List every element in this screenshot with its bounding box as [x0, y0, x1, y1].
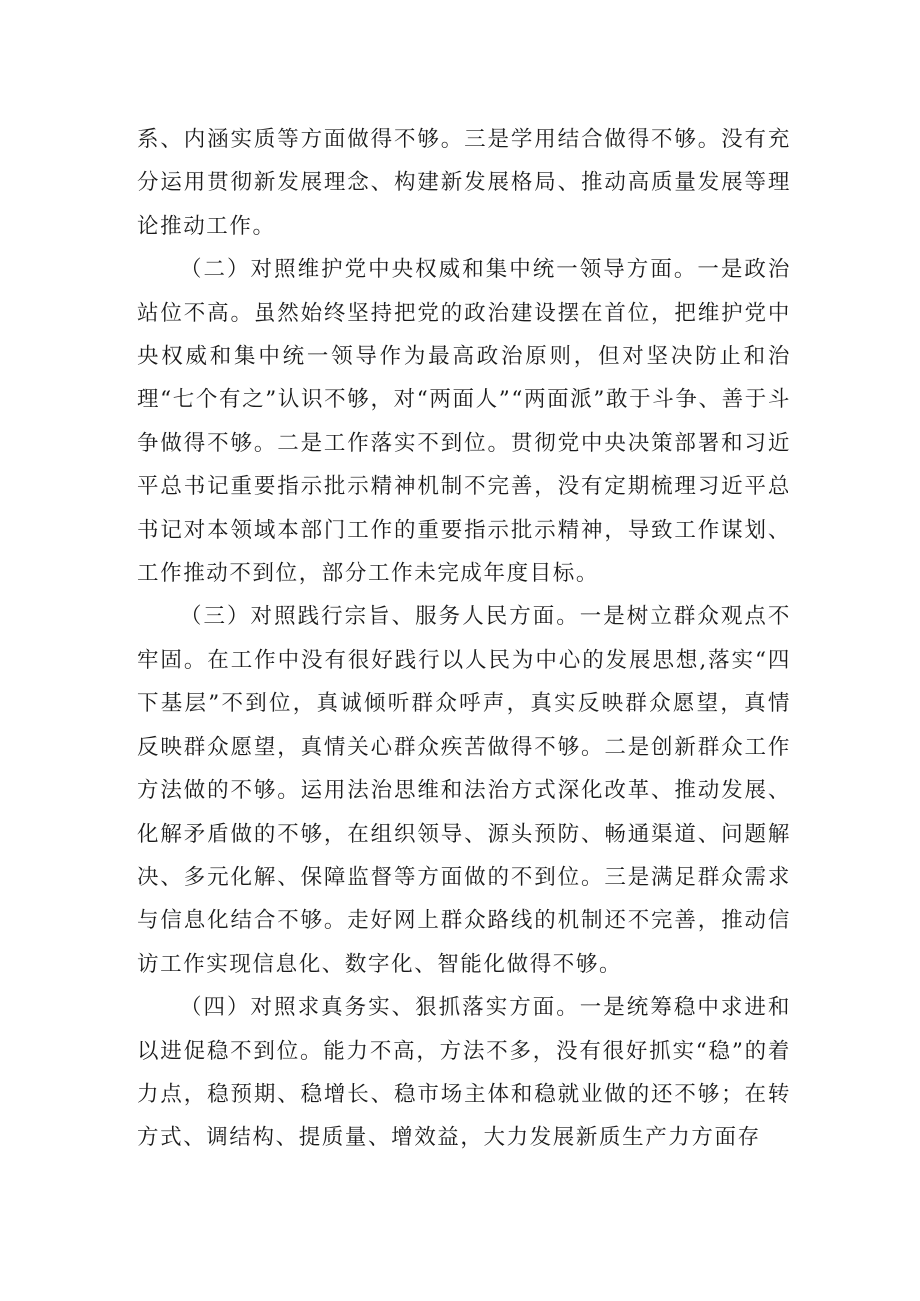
- paragraph-section-2: （二）对照维护党中央权威和集中统一领导方面。一是政治站位不高。虽然始终坚持把党的政治建设摆在首位，把维护党中央权威和集中统一领导作为最高政治原则，但对坚决防止和治理“七个有之”认识不够，对“两面人”“两面派”敢于斗争、善于斗争做得不够。二是工作落实不到位。贯彻党中央决策部署和习近平总书记重要指示批示精神机制不完善，没有定期梳理习近平总书记对本领域本部门工作的重要指示批示精神，导致工作谋划、工作推动不到位，部分工作未完成年度目标。: [137, 257, 791, 587]
- document-page: [137, 118, 791, 1160]
- paragraph-section-4: （四）对照求真务实、狠抓落实方面。一是统筹稳中求进和以进促稳不到位。能力不高，方法不多，没有很好抓实“稳”的着力点，稳预期、稳增长、稳市场主体和稳就业做的还不够；在转方式、调结构、提质量、增效益，大力发展新质生产力方面存: [137, 995, 791, 1151]
- paragraph-section-3: （三）对照践行宗旨、服务人民方面。一是树立群众观点不牢固。在工作中没有很好践行以人民为中心的发展思想,落实“四下基层”不到位，真诚倾听群众呼声，真实反映群众愿望，真情反映群众愿望，真情关心群众疾苦做得不够。二是创新群众工作方法做的不够。运用法治思维和法治方式深化改革、推动发展、化解矛盾做的不够，在组织领导、源头预防、畅通渠道、问题解决、多元化解、保障监督等方面做的不到位。三是满足群众需求与信息化结合不够。走好网上群众路线的机制还不完善，推动信访工作实现信息化、数字化、智能化做得不够。: [137, 604, 791, 977]
- paragraph-continuation: 系、内涵实质等方面做得不够。三是学用结合做得不够。没有充分运用贯彻新发展理念、构建新发展格局、推动高质量发展等理论推动工作。: [137, 127, 791, 239]
